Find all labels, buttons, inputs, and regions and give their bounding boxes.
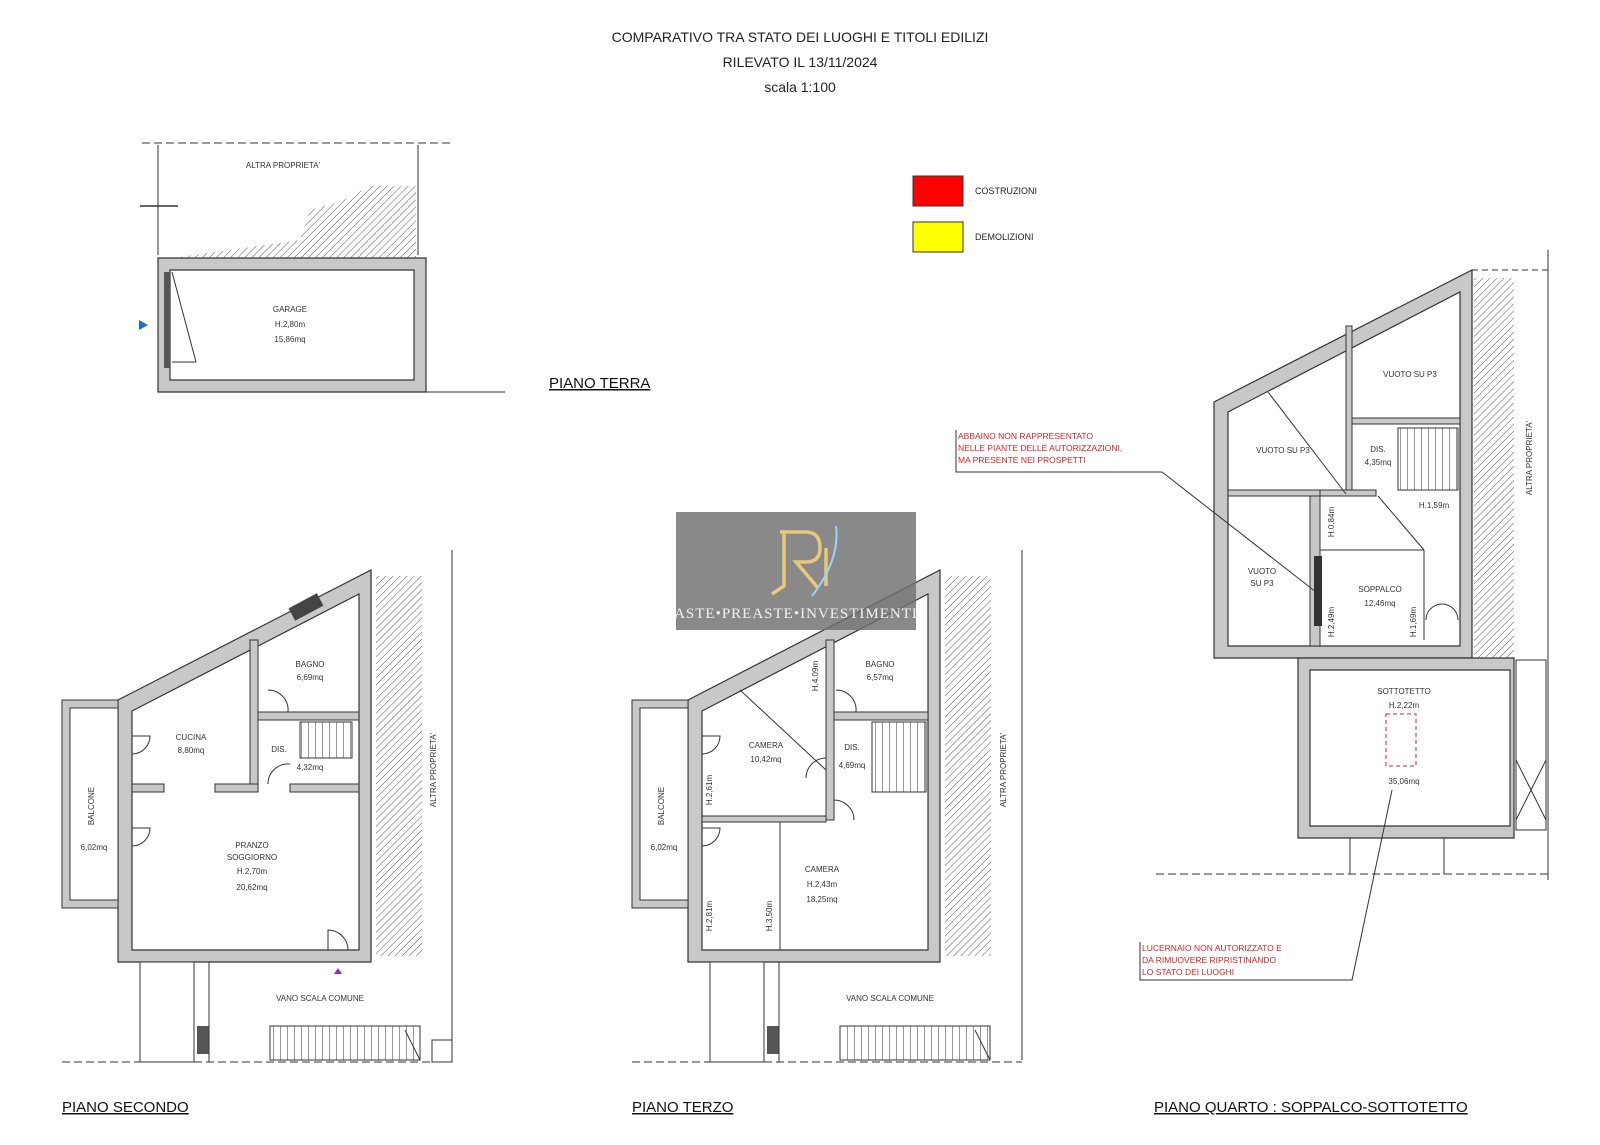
label-vano-scala: VANO SCALA COMUNE	[276, 994, 364, 1003]
floor-title-terra: PIANO TERRA	[549, 375, 651, 392]
entry-arrow-icon	[334, 968, 342, 974]
room-dis-area: 4,32mq	[296, 763, 324, 772]
door-swing	[132, 736, 150, 754]
interior-wall	[702, 816, 826, 822]
room-cucina-name: CUCINA	[175, 733, 207, 742]
note-lucernaio-line3: LO STATO DEI LUOGHI	[1142, 967, 1235, 977]
hatched-wall-area	[376, 576, 422, 956]
height-low: H.2,81m	[705, 900, 714, 932]
interior-wall	[1320, 490, 1376, 496]
room-soggiorno-name: SOGGIORNO	[226, 853, 278, 862]
room-cucina-area: 8,80mq	[177, 746, 205, 755]
room-soppalco-area: 12,46mq	[1364, 599, 1396, 608]
height-soppalco-1: H.0,84m	[1327, 506, 1336, 538]
stair-landing	[432, 1040, 452, 1062]
note-lucernaio-line1: LUCERNAIO NON AUTORIZZATO E	[1142, 943, 1282, 953]
hatched-area	[172, 186, 416, 258]
room-pranzo-name: PRANZO	[235, 841, 269, 850]
floor-title-secondo: PIANO SECONDO	[62, 1099, 189, 1116]
room-pranzo-area: 20,62mq	[236, 883, 268, 892]
door-swing	[132, 828, 150, 846]
garage-door	[164, 272, 170, 368]
slope-line	[1268, 392, 1346, 494]
room-dis-area: 4,69mq	[838, 761, 866, 770]
height-soppalco-3: H.1,69m	[1409, 606, 1418, 638]
room-bagno-area: 6,57mq	[866, 673, 894, 682]
legend	[913, 176, 1037, 252]
room-camera2-area: 18,25mq	[806, 895, 838, 904]
interior-wall	[132, 784, 164, 792]
room-sottotetto-height: H.2,22m	[1388, 701, 1420, 710]
label-altra-proprieta: ALTRA PROPRIETA'	[429, 732, 438, 808]
watermark-text: ASTE•PREASTE•INVESTIMENTI	[674, 606, 918, 622]
room-camera2-height: H.2,43m	[806, 880, 838, 889]
interior-wall	[1346, 326, 1352, 494]
height-mid: H.3,50m	[765, 900, 774, 932]
room-bagno-area: 6,69mq	[296, 673, 324, 682]
room-bagno-name: BAGNO	[295, 660, 325, 669]
interior-wall	[215, 784, 258, 792]
room-camera1-name: CAMERA	[748, 741, 784, 750]
interior-wall	[826, 640, 834, 820]
door-swing	[806, 758, 826, 778]
height-camera1: H.2,61m	[705, 774, 714, 806]
floor-title-quarto: PIANO QUARTO : SOPPALCO-SOTTOTETTO	[1154, 1099, 1468, 1116]
slope-line	[1378, 496, 1424, 550]
note-abbaino-line2: NELLE PIANTE DELLE AUTORIZZAZIONI,	[958, 443, 1123, 453]
room-garage-area: 15,86mq	[274, 335, 306, 344]
room-pranzo-height: H.2,70m	[236, 867, 268, 876]
drawing-title: COMPARATIVO TRA STATO DEI LUOGHI E TITOLI EDILIZI	[611, 29, 989, 45]
adjacent-block	[710, 962, 764, 1062]
room-garage-name: GARAGE	[272, 305, 308, 314]
door-swing	[836, 690, 856, 712]
room-vuoto-top: VUOTO SU P3	[1383, 370, 1437, 379]
room-balcone-name: BALCONE	[87, 786, 96, 826]
interior-wall	[258, 712, 359, 720]
height-soppalco-2: H.2,49m	[1327, 606, 1336, 638]
label-altra-proprieta: ALTRA PROPRIETA'	[245, 161, 321, 170]
interior-wall	[290, 784, 359, 792]
stair	[1398, 428, 1458, 490]
stair	[872, 722, 926, 792]
room-dis-area: 4,35mq	[1364, 458, 1392, 467]
floor-title-terzo: PIANO TERZO	[632, 1099, 734, 1116]
note-lucernaio-line2: DA RIMUOVERE RIPRISTINANDO	[1142, 955, 1277, 965]
room-camera2-name: CAMERA	[804, 865, 840, 874]
legend-label-demolizioni: DEMOLIZIONI	[975, 232, 1034, 242]
hatched-wall-area	[945, 576, 991, 956]
interior-wall	[834, 712, 928, 720]
label-altra-proprieta: ALTRA PROPRIETA'	[1525, 420, 1534, 496]
plan-piano-secondo	[62, 550, 452, 1116]
room-bagno-name: BAGNO	[865, 660, 895, 669]
wall-opening	[767, 1026, 779, 1054]
door-swing	[268, 764, 290, 784]
wall-opening	[197, 1026, 209, 1054]
adjacent-block	[1516, 660, 1546, 830]
plan-piano-terra	[139, 143, 650, 392]
watermark	[674, 512, 918, 630]
legend-swatch-demolizioni	[913, 222, 963, 252]
interior-wall	[250, 640, 258, 790]
room-dis-name: DIS.	[844, 743, 860, 752]
room-sottotetto-name: SOTTOTETTO	[1377, 687, 1431, 696]
room-vuoto-small-line2: SU P3	[1250, 579, 1274, 588]
exterior-walls-sottotetto	[1298, 658, 1514, 838]
door-swing	[1426, 604, 1458, 620]
legend-swatch-costruzioni	[913, 176, 963, 206]
lucernaio-outline	[1386, 714, 1416, 766]
door-swing	[702, 736, 720, 754]
entry-arrow-icon	[139, 320, 148, 330]
note-abbaino-line1: ABBAINO NON RAPPRESENTATO	[958, 431, 1094, 441]
common-stair	[840, 1026, 990, 1060]
label-vano-scala: VANO SCALA COMUNE	[846, 994, 934, 1003]
room-balcone-area: 6,02mq	[650, 843, 678, 852]
room-garage-height: H.2,80m	[274, 320, 306, 329]
common-stair	[270, 1026, 420, 1060]
note-abbaino-line3: MA PRESENTE NEI PROSPETTI	[958, 455, 1086, 465]
stair	[300, 722, 352, 758]
survey-date: RILEVATO IL 13/11/2024	[722, 54, 878, 70]
legend-label-costruzioni: COSTRUZIONI	[975, 186, 1037, 196]
plan-piano-quarto	[956, 250, 1548, 1116]
door-swing	[328, 930, 348, 950]
room-dis-name: DIS.	[271, 745, 287, 754]
room-camera1-area: 10,42mq	[750, 755, 782, 764]
room-balcone-name: BALCONE	[657, 786, 666, 826]
door-swing	[268, 690, 288, 712]
label-altra-proprieta: ALTRA PROPRIETA'	[999, 732, 1008, 808]
door-swing	[172, 272, 196, 362]
room-dis-name: DIS.	[1370, 445, 1386, 454]
door-swing	[834, 800, 854, 820]
drawing-scale: scala 1:100	[764, 79, 836, 95]
room-vuoto-left: VUOTO SU P3	[1256, 446, 1310, 455]
room-balcone-area: 6,02mq	[80, 843, 108, 852]
plan-piano-terzo	[632, 550, 1022, 1116]
door-swing	[702, 828, 720, 846]
adjacent-block	[140, 962, 194, 1062]
room-vuoto-small-line1: VUOTO	[1247, 567, 1277, 576]
room-sottotetto-area: 35,06mq	[1388, 777, 1420, 786]
height-dis: H.1,59m	[1418, 501, 1450, 510]
exterior-walls	[118, 570, 371, 962]
room-soppalco-name: SOPPALCO	[1358, 585, 1402, 594]
height-bagno: H.4,09m	[811, 660, 820, 692]
drawing-header	[612, 29, 989, 95]
interior-wall	[1352, 418, 1460, 424]
hatched-wall-area	[1474, 278, 1514, 658]
